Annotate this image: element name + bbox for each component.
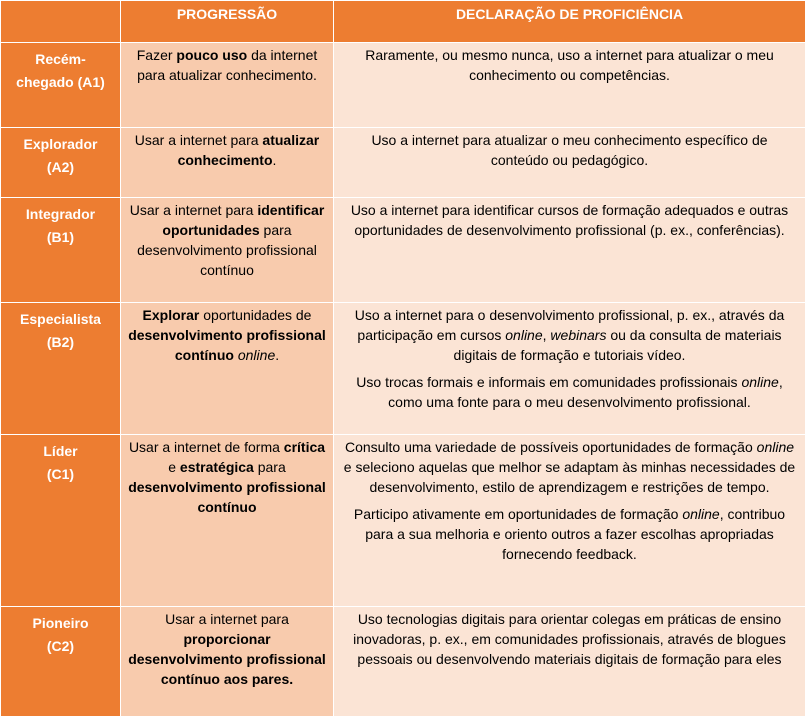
- level-cell: [1, 435, 121, 607]
- text-run: proporcionar desenvolvimento profissional contínuo aos pares.: [128, 631, 326, 687]
- text-run: Participo ativamente em oportunidades de formação: [354, 506, 682, 522]
- progression-text: [128, 305, 326, 365]
- declaration-paragraph: [341, 609, 798, 669]
- text-run: .: [273, 152, 277, 168]
- text-run: Uso trocas formais e informais em comunidades profissionais: [356, 374, 741, 390]
- declaration-cell: [334, 435, 805, 607]
- header-progression: PROGRESSÃO: [121, 1, 334, 43]
- table-row: [1, 198, 805, 303]
- declaration-paragraph: [341, 504, 798, 564]
- progression-text: [128, 45, 326, 85]
- progression-cell: [121, 43, 334, 128]
- text-run: estratégica: [180, 459, 254, 475]
- text-run: Usar a internet para: [135, 132, 263, 148]
- text-run: atualizar conhecimento: [178, 132, 320, 168]
- level-cell: [1, 43, 121, 128]
- text-run: crítica: [284, 439, 325, 455]
- text-run: Usar a internet para: [130, 202, 258, 218]
- table-row: [1, 128, 805, 198]
- text-run: online: [505, 327, 542, 343]
- text-run: , como uma fonte para o meu desenvolvimento profissional.: [388, 374, 783, 410]
- declaration-paragraph: [341, 437, 798, 497]
- table-row: [1, 303, 805, 435]
- progression-text: [128, 200, 326, 280]
- text-run: identificar oportunidades: [162, 202, 324, 238]
- text-run: online: [682, 506, 719, 522]
- text-run: e seleciono aquelas que melhor se adaptam às minhas necessidades de desenvolvimento, estilo de aprendizagem e restrições de tempo.: [344, 459, 795, 495]
- declaration-paragraph: [341, 305, 798, 365]
- level-label: (B1): [8, 226, 113, 249]
- text-run: online: [238, 347, 275, 363]
- progression-cell: [121, 435, 334, 607]
- header-declaration: DECLARAÇÃO DE PROFICIÊNCIA: [334, 1, 805, 43]
- text-run: pouco uso: [176, 47, 247, 63]
- level-cell: [1, 607, 121, 717]
- level-label: Explorador: [8, 133, 113, 156]
- text-run: Usar a internet para: [165, 611, 289, 627]
- progression-cell: [121, 607, 334, 717]
- level-label: (C1): [8, 463, 113, 486]
- text-run: .: [275, 347, 279, 363]
- level-label: (B2): [8, 331, 113, 354]
- progression-text: [128, 437, 326, 517]
- declaration-paragraph: [341, 45, 798, 85]
- progression-cell: [121, 128, 334, 198]
- text-run: para desenvolvimento profissional contínuo: [137, 222, 317, 278]
- progression-cell: [121, 198, 334, 303]
- text-run: Uso a internet para o desenvolvimento profissional, p. ex., através da participação em cursos: [355, 307, 785, 343]
- level-label: Líder: [8, 440, 113, 463]
- text-run: Consulto uma variedade de possíveis oportunidades de formação: [345, 439, 757, 455]
- text-run: Uso tecnologias digitais para orientar colegas em práticas de ensino inovadoras, p. ex., em comunidades profissionais, através de blogues pessoais ou desenvolvendo materiais digitais de formação para eles: [353, 611, 786, 667]
- level-label: Integrador: [8, 203, 113, 226]
- level-label: Recém-: [8, 48, 113, 71]
- level-cell: [1, 303, 121, 435]
- text-run: Raramente, ou mesmo nunca, uso a internet para atualizar o meu conhecimento ou competências.: [365, 47, 774, 83]
- declaration-cell: [334, 607, 805, 717]
- progression-cell: [121, 303, 334, 435]
- text-run: da internet para atualizar conhecimento.: [137, 47, 317, 83]
- declaration-paragraph: [341, 372, 798, 412]
- text-run: Fazer: [137, 47, 177, 63]
- level-label: (C2): [8, 635, 113, 658]
- header-row: [1, 1, 805, 43]
- text-run: webinars: [550, 327, 606, 343]
- declaration-paragraph: [341, 200, 798, 240]
- text-run: Explorar: [143, 307, 200, 323]
- table-row: [1, 435, 805, 607]
- declaration-cell: [334, 198, 805, 303]
- declaration-paragraph: [341, 130, 798, 170]
- text-run: online: [741, 374, 778, 390]
- progression-text: [128, 609, 326, 689]
- level-cell: [1, 198, 121, 303]
- level-label: chegado (A1): [8, 71, 113, 94]
- header-level: [1, 1, 121, 43]
- text-run: ,: [543, 327, 551, 343]
- text-run: , contribuo para a sua melhoria e oriento outros a fazer escolhas apropriadas fornecendo feedback.: [365, 506, 785, 562]
- table-row: [1, 607, 805, 717]
- level-label: Especialista: [8, 308, 113, 331]
- text-run: online: [757, 439, 794, 455]
- text-run: ou da consulta de materiais digitais de formação e tutoriais vídeo.: [454, 327, 782, 363]
- table-row: [1, 43, 805, 128]
- declaration-cell: [334, 43, 805, 128]
- text-run: oportunidades de: [199, 307, 311, 323]
- text-run: e: [168, 459, 180, 475]
- text-run: Usar a internet de forma: [129, 439, 284, 455]
- progression-text: [128, 130, 326, 170]
- level-label: Pioneiro: [8, 612, 113, 635]
- text-run: Uso a internet para atualizar o meu conhecimento específico de conteúdo ou pedagógico.: [371, 132, 767, 168]
- declaration-cell: [334, 128, 805, 198]
- declaration-cell: [334, 303, 805, 435]
- level-label: (A2): [8, 156, 113, 179]
- text-run: desenvolvimento profissional contínuo: [128, 479, 326, 515]
- text-run: Uso a internet para identificar cursos de formação adequados e outras oportunidades de desenvolvimento profissional (p. ex., conferências).: [351, 202, 788, 238]
- level-cell: [1, 128, 121, 198]
- text-run: desenvolvimento profissional contínuo: [128, 327, 326, 363]
- text-run: para: [254, 459, 286, 475]
